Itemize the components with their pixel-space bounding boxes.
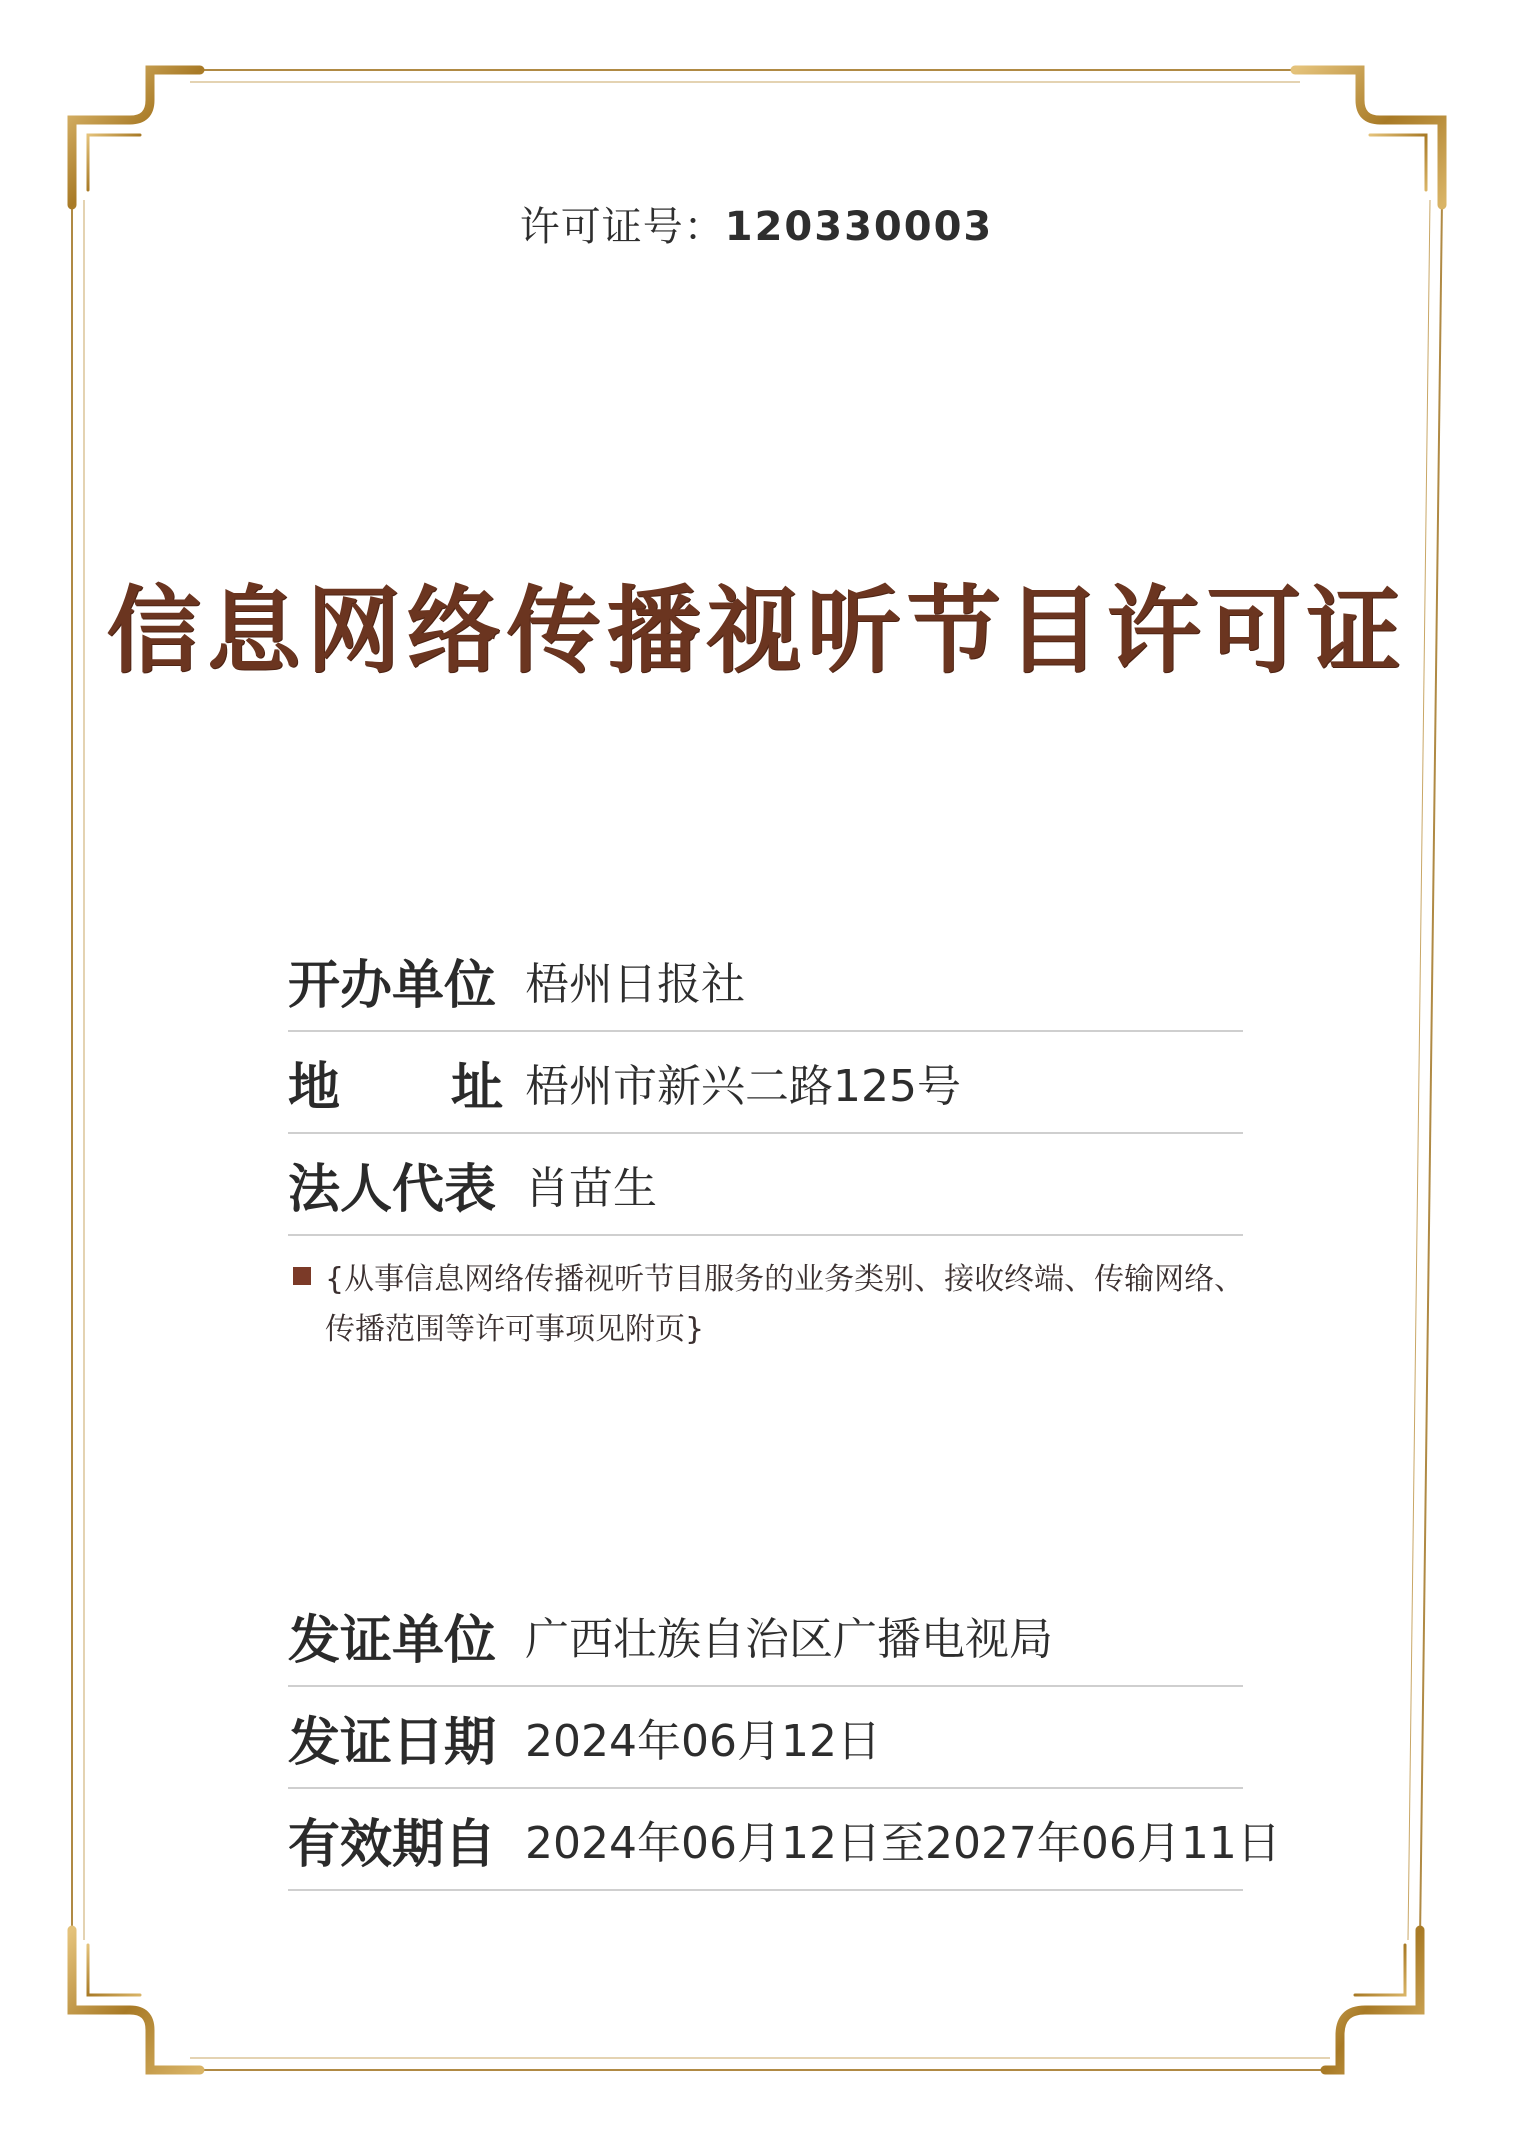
field-value-issuer: 广西壮族自治区广播电视局 — [525, 1614, 1053, 1665]
field-label-issuer: 发证单位 — [288, 1610, 497, 1671]
field-label-validity: 有效期自 — [288, 1814, 497, 1875]
document-title: 信息网络传播视听节目许可证 — [106, 577, 1407, 686]
holder-info — [288, 930, 1243, 1236]
field-row-issue-date — [288, 1687, 1243, 1789]
note-bullet-icon — [293, 1267, 311, 1285]
annex-note-line1: {从事信息网络传播视听节目服务的业务类别、接收终端、传输网络、 — [325, 1262, 1245, 1297]
field-value-address: 梧州市新兴二路125号 — [525, 1061, 961, 1112]
field-label-address-char1: 地 — [288, 1057, 341, 1118]
field-row-address — [288, 1032, 1243, 1134]
annex-note-line2: 传播范围等许可事项见附页} — [325, 1312, 705, 1347]
field-label-issue-date: 发证日期 — [288, 1712, 497, 1773]
corner-ornament-bottom-right — [1325, 1930, 1420, 2070]
field-label-legal-rep: 法人代表 — [288, 1159, 497, 1220]
corner-ornament-top-left — [72, 70, 200, 205]
field-row-validity — [288, 1789, 1281, 1891]
field-value-operator: 梧州日报社 — [525, 959, 745, 1010]
field-value-legal-rep: 肖苗生 — [525, 1163, 657, 1214]
license-number-label: 许可证号： — [519, 204, 725, 250]
annex-note-line1-wrap — [293, 1255, 1253, 1305]
field-label-address — [288, 1045, 503, 1120]
annex-note — [293, 1255, 1253, 1355]
license-number — [0, 195, 1513, 252]
field-value-validity: 2024年06月12日至2027年06月11日 — [525, 1818, 1281, 1869]
license-number-value: 120330003 — [724, 204, 994, 250]
issuer-info — [288, 1585, 1281, 1891]
corner-ornament-bottom-left — [72, 1930, 200, 2070]
field-value-issue-date: 2024年06月12日 — [525, 1716, 881, 1767]
field-row-issuer — [288, 1585, 1243, 1687]
field-row-legal-rep — [288, 1134, 1243, 1236]
field-row-operator — [288, 930, 1243, 1032]
field-label-operator: 开办单位 — [288, 955, 497, 1016]
corner-ornament-top-right — [1295, 70, 1442, 205]
field-label-address-char2: 址 — [450, 1057, 503, 1118]
